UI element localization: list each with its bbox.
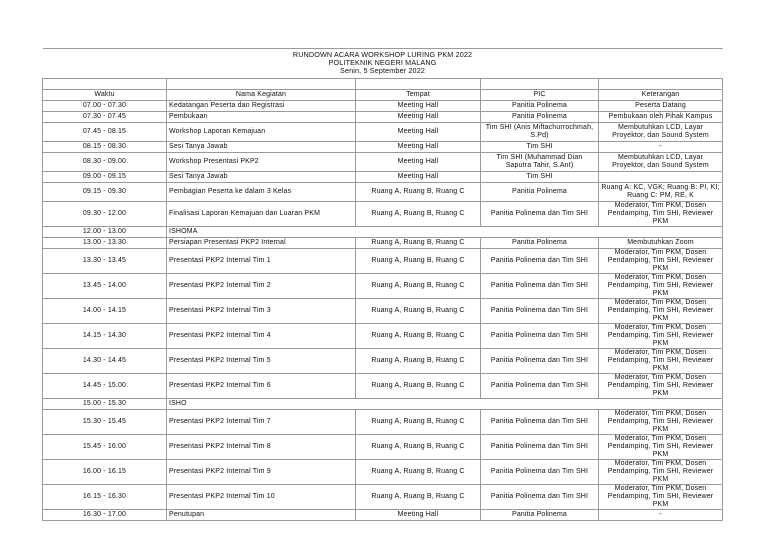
cell-nama-kegiatan: Finalisasi Laporan Kemajuan dan Luaran PKM [167, 202, 356, 227]
cell-waktu: 15.00 - 15.30 [43, 399, 167, 410]
cell-waktu: 16.15 - 16.30 [43, 485, 167, 510]
table-row [43, 183, 723, 202]
table-row [43, 460, 723, 485]
cell-waktu: 14.00 - 14.15 [43, 299, 167, 324]
cell-tempat: Ruang A, Ruang B, Ruang C [356, 249, 481, 274]
cell-pic: Panitia Polinema dan Tim SHI [481, 460, 599, 485]
cell-keterangan: Moderator, Tim PKM, Dosen Pendamping, Tim SHI, Reviewer PKM [599, 274, 723, 299]
cell-tempat: Meeting Hall [356, 142, 481, 153]
header-keterangan: Keterangan [599, 90, 723, 101]
cell-nama-kegiatan: Presentasi PKP2 Internal Tim 8 [167, 435, 356, 460]
cell-nama-kegiatan: Pembukaan [167, 112, 356, 123]
table-row [43, 249, 723, 274]
cell-keterangan: Moderator, Tim PKM, Dosen Pendamping, Tim SHI, Reviewer PKM [599, 435, 723, 460]
cell-waktu: 13.30 - 13.45 [43, 249, 167, 274]
cell-keterangan: Moderator, Tim PKM, Dosen Pendamping, Tim SHI, Reviewer PKM [599, 485, 723, 510]
title-line-1: RUNDOWN ACARA WORKSHOP LURING PKM 2022 [43, 49, 723, 60]
cell-tempat: Meeting Hall [356, 510, 481, 521]
cell-keterangan: Moderator, Tim PKM, Dosen Pendamping, Tim SHI, Reviewer PKM [599, 249, 723, 274]
cell-keterangan: Ruang A: KC, VGK; Ruang B: PI, KI; Ruang C: PM, RE, K [599, 183, 723, 202]
cell-pic: Panitia Polinema [481, 183, 599, 202]
cell-keterangan [599, 172, 723, 183]
cell-waktu: 09.15 - 09.30 [43, 183, 167, 202]
cell-pic: Panitia Polinema dan Tim SHI [481, 485, 599, 510]
cell-pic: Tim SHI [481, 172, 599, 183]
cell-tempat: Meeting Hall [356, 153, 481, 172]
cell-tempat: Ruang A, Ruang B, Ruang C [356, 183, 481, 202]
cell-keterangan: Moderator, Tim PKM, Dosen Pendamping, Tim SHI, Reviewer PKM [599, 374, 723, 399]
cell-pic: Tim SHI [481, 142, 599, 153]
cell-tempat: Meeting Hall [356, 112, 481, 123]
table-row [43, 410, 723, 435]
cell-keterangan: Membutuhkan LCD, Layar Proyektor, dan Sound System [599, 123, 723, 142]
cell-keterangan: Moderator, Tim PKM, Dosen Pendamping, Tim SHI, Reviewer PKM [599, 410, 723, 435]
cell-nama-kegiatan: Presentasi PKP2 Internal Tim 1 [167, 249, 356, 274]
cell-nama-kegiatan: Workshop Laporan Kemajuan [167, 123, 356, 142]
cell-waktu: 12.00 - 13.00 [43, 227, 167, 238]
cell-nama-kegiatan: Presentasi PKP2 Internal Tim 3 [167, 299, 356, 324]
cell-pic: Tim SHI (Anis Miftachurrochmah, S.Pd) [481, 123, 599, 142]
cell-nama-kegiatan: Presentasi PKP2 Internal Tim 7 [167, 410, 356, 435]
cell-pic: Panitia Polinema dan Tim SHI [481, 299, 599, 324]
table-row [43, 238, 723, 249]
table-row [43, 202, 723, 227]
header-nama-kegiatan: Nama Kegiatan [167, 90, 356, 101]
cell-nama-kegiatan: ISHO [167, 399, 723, 410]
cell-pic: Panitia Polinema dan Tim SHI [481, 249, 599, 274]
cell-tempat: Ruang A, Ruang B, Ruang C [356, 274, 481, 299]
cell-keterangan: - [599, 510, 723, 521]
cell-keterangan: Membutuhkan LCD, Layar Proyektor, dan Sound System [599, 153, 723, 172]
cell-pic: Panitia Polinema dan Tim SHI [481, 324, 599, 349]
table-row [43, 299, 723, 324]
cell-waktu: 08.30 - 09.00 [43, 153, 167, 172]
cell-pic: Panitia Polinema [481, 238, 599, 249]
table-row [43, 324, 723, 349]
cell-waktu: 09.00 - 09.15 [43, 172, 167, 183]
cell-keterangan: - [599, 142, 723, 153]
table-row [43, 510, 723, 521]
cell-tempat: Meeting Hall [356, 123, 481, 142]
cell-pic: Panitia Polinema dan Tim SHI [481, 374, 599, 399]
cell-waktu: 15.30 - 15.45 [43, 410, 167, 435]
cell-keterangan: Pembukaan oleh Pihak Kampus [599, 112, 723, 123]
cell-nama-kegiatan: Presentasi PKP2 Internal Tim 5 [167, 349, 356, 374]
cell-pic: Panitia Polinema dan Tim SHI [481, 202, 599, 227]
cell-nama-kegiatan: Sesi Tanya Jawab [167, 172, 356, 183]
cell-pic: Panitia Polinema [481, 101, 599, 112]
cell-nama-kegiatan: ISHOMA [167, 227, 723, 238]
table-row [43, 153, 723, 172]
table-row [43, 112, 723, 123]
cell-nama-kegiatan: Kedatangan Peserta dan Registrasi [167, 101, 356, 112]
cell-waktu: 07.00 - 07.30 [43, 101, 167, 112]
cell-tempat: Ruang A, Ruang B, Ruang C [356, 485, 481, 510]
title-line-2: POLITEKNIK NEGERI MALANG [328, 59, 437, 67]
table-row [43, 227, 723, 238]
cell-waktu: 07.45 - 08.15 [43, 123, 167, 142]
cell-pic: Panitia Polinema dan Tim SHI [481, 349, 599, 374]
table-row [43, 274, 723, 299]
header-waktu: Waktu [43, 90, 167, 101]
cell-nama-kegiatan: Penutupan [167, 510, 356, 521]
cell-waktu: 16.00 - 16.15 [43, 460, 167, 485]
cell-nama-kegiatan: Presentasi PKP2 Internal Tim 2 [167, 274, 356, 299]
cell-waktu: 14.30 - 14.45 [43, 349, 167, 374]
cell-waktu: 15.45 - 16.00 [43, 435, 167, 460]
cell-waktu: 07.30 - 07.45 [43, 112, 167, 123]
cell-tempat: Ruang A, Ruang B, Ruang C [356, 374, 481, 399]
cell-tempat: Ruang A, Ruang B, Ruang C [356, 324, 481, 349]
cell-tempat: Meeting Hall [356, 101, 481, 112]
cell-nama-kegiatan: Persiapan Presentasi PKP2 Internal [167, 238, 356, 249]
header-tempat: Tempat [356, 90, 481, 101]
cell-tempat: Ruang A, Ruang B, Ruang C [356, 460, 481, 485]
table-row [43, 123, 723, 142]
spacer-row [43, 79, 723, 90]
table-row [43, 374, 723, 399]
cell-nama-kegiatan: Presentasi PKP2 Internal Tim 9 [167, 460, 356, 485]
cell-waktu: 13.00 - 13.30 [43, 238, 167, 249]
table-row [43, 485, 723, 510]
cell-tempat: Meeting Hall [356, 172, 481, 183]
rundown-sheet [42, 48, 722, 521]
header-pic: PIC [481, 90, 599, 101]
cell-tempat: Ruang A, Ruang B, Ruang C [356, 349, 481, 374]
table-row [43, 142, 723, 153]
cell-waktu: 09.30 - 12.00 [43, 202, 167, 227]
cell-tempat: Ruang A, Ruang B, Ruang C [356, 238, 481, 249]
cell-keterangan: Moderator, Tim PKM, Dosen Pendamping, Tim SHI, Reviewer PKM [599, 299, 723, 324]
table-row [43, 399, 723, 410]
cell-pic: Panitia Polinema dan Tim SHI [481, 274, 599, 299]
title-line-3: Senin, 5 September 2022 [340, 67, 425, 75]
cell-pic: Panitia Polinema dan Tim SHI [481, 435, 599, 460]
cell-pic: Panitia Polinema [481, 510, 599, 521]
cell-tempat: Ruang A, Ruang B, Ruang C [356, 435, 481, 460]
cell-nama-kegiatan: Presentasi PKP2 Internal Tim 4 [167, 324, 356, 349]
cell-waktu: 13.45 - 14.00 [43, 274, 167, 299]
cell-waktu: 14.15 - 14.30 [43, 324, 167, 349]
table-row [43, 349, 723, 374]
cell-pic: Panitia Polinema [481, 112, 599, 123]
cell-nama-kegiatan: Pembagian Peserta ke dalam 3 Kelas [167, 183, 356, 202]
cell-waktu: 16.30 - 17.00 [43, 510, 167, 521]
cell-nama-kegiatan: Workshop Presentasi PKP2 [167, 153, 356, 172]
cell-waktu: 08.15 - 08.30 [43, 142, 167, 153]
cell-waktu: 14.45 - 15.00 [43, 374, 167, 399]
header-row [43, 90, 723, 101]
table-row [43, 172, 723, 183]
cell-pic: Panitia Polinema dan Tim SHI [481, 410, 599, 435]
cell-tempat: Ruang A, Ruang B, Ruang C [356, 202, 481, 227]
cell-nama-kegiatan: Sesi Tanya Jawab [167, 142, 356, 153]
cell-keterangan: Membutuhkan Zoom [599, 238, 723, 249]
cell-keterangan: Moderator, Tim PKM, Dosen Pendamping, Tim SHI, Reviewer PKM [599, 202, 723, 227]
cell-keterangan: Moderator, Tim PKM, Dosen Pendamping, Tim SHI, Reviewer PKM [599, 460, 723, 485]
cell-keterangan: Moderator, Tim PKM, Dosen Pendamping, Tim SHI, Reviewer PKM [599, 349, 723, 374]
cell-tempat: Ruang A, Ruang B, Ruang C [356, 410, 481, 435]
cell-nama-kegiatan: Presentasi PKP2 Internal Tim 6 [167, 374, 356, 399]
cell-pic: Tim SHI (Muhammad Dian Saputra Tahir, S.Ant) [481, 153, 599, 172]
cell-nama-kegiatan: Presentasi PKP2 Internal Tim 10 [167, 485, 356, 510]
cell-keterangan: Moderator, Tim PKM, Dosen Pendamping, Tim SHI, Reviewer PKM [599, 324, 723, 349]
rundown-table [42, 48, 723, 521]
cell-tempat: Ruang A, Ruang B, Ruang C [356, 299, 481, 324]
cell-keterangan: Peserta Datang [599, 101, 723, 112]
table-row [43, 435, 723, 460]
table-row [43, 101, 723, 112]
